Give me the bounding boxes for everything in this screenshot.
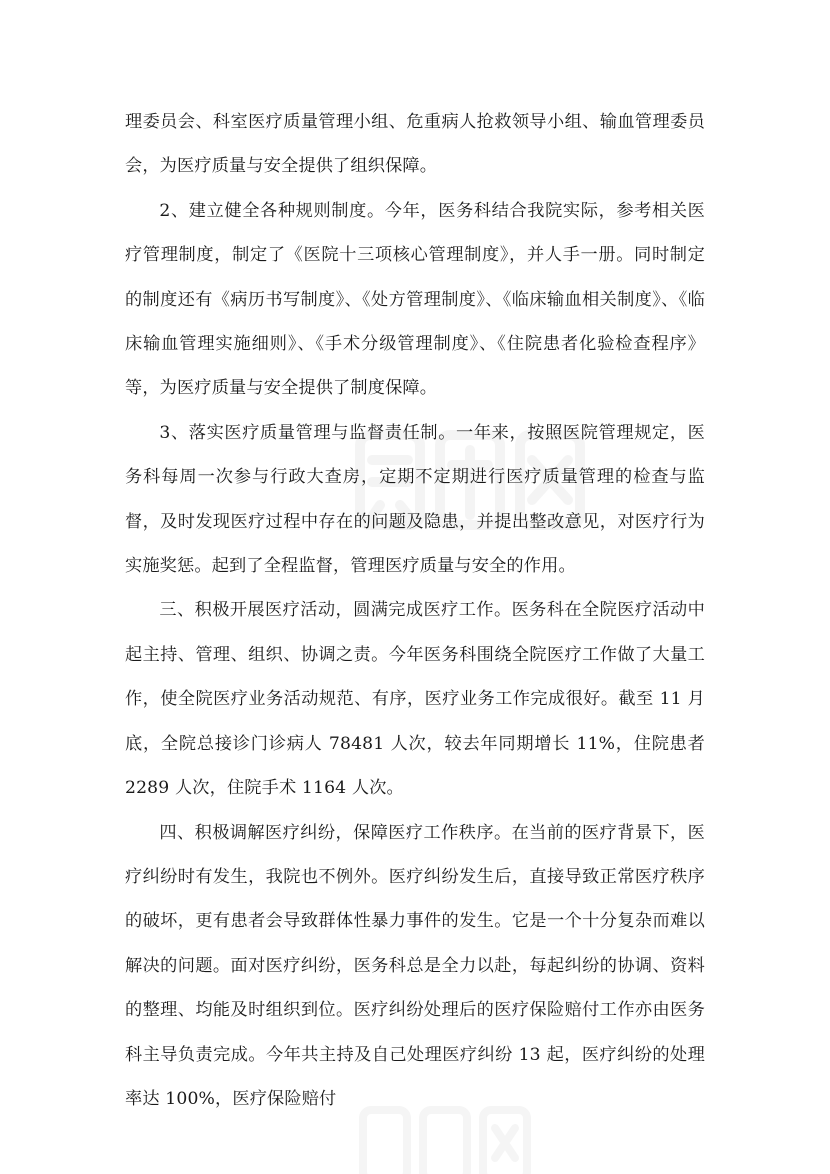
paragraph-continuation: 理委员会、科室医疗质量管理小组、危重病人抢救领导小组、输血管理委员会，为医疗质量与安全提供了组织保障。 — [125, 112, 705, 177]
paragraph-section-4: 四、积极调解医疗纠纷，保障医疗工作秩序。在当前的医疗背景下，医疗纠纷时有发生，我院也不例外。医疗纠纷发生后，直接导致正常医疗秩序的破坏，更有患者会导致群体性暴力事件的发生。它是一个十分复杂而难以解决的问题。面对医疗纠纷，医务科总是全力以赴，每起纠纷的协调、资料的整理、均能及时组织到位。医疗纠纷处理后的医疗保险赔付工作亦由医务科主导负责完成。今年共主持及自己处理医疗纠纷 13 起，医疗纠纷的处理率达 100%，医疗保险赔付 — [125, 822, 705, 1109]
paragraph-item-2: 2、建立健全各种规则制度。今年，医务科结合我院实际，参考相关医疗管理制度，制定了《医院十三项核心管理制度》，并人手一册。同时制定的制度还有《病历书写制度》、《处方管理制度》、《临床输血相关制度》、《临床输血管理实施细则》、《手术分级管理制度》、《住院患者化验检查程序》等，为医疗质量与安全提供了制度保障。 — [125, 200, 705, 399]
document-body — [125, 100, 705, 1121]
paragraph-item-3: 3、落实医疗质量管理与监督责任制。一年来，按照医院管理规定，医务科每周一次参与行政大查房，定期不定期进行医疗质量管理的检查与监督，及时发现医疗过程中存在的问题及隐患，并提出整改意见，对医疗行为实施奖惩。起到了全程监督，管理医疗质量与安全的作用。 — [125, 422, 705, 577]
paragraph-section-3: 三、积极开展医疗活动，圆满完成医疗工作。医务科在全院医疗活动中起主持、管理、组织、协调之责。今年医务科围绕全院医疗工作做了大量工作，使全院医疗业务活动规范、有序，医疗业务工作完成很好。截至 11 月底，全院总接诊门诊病人 78481 人次，较去年同期增长 11%，住院患者 2289 人次，住院手术 1164 人次。 — [125, 600, 705, 799]
